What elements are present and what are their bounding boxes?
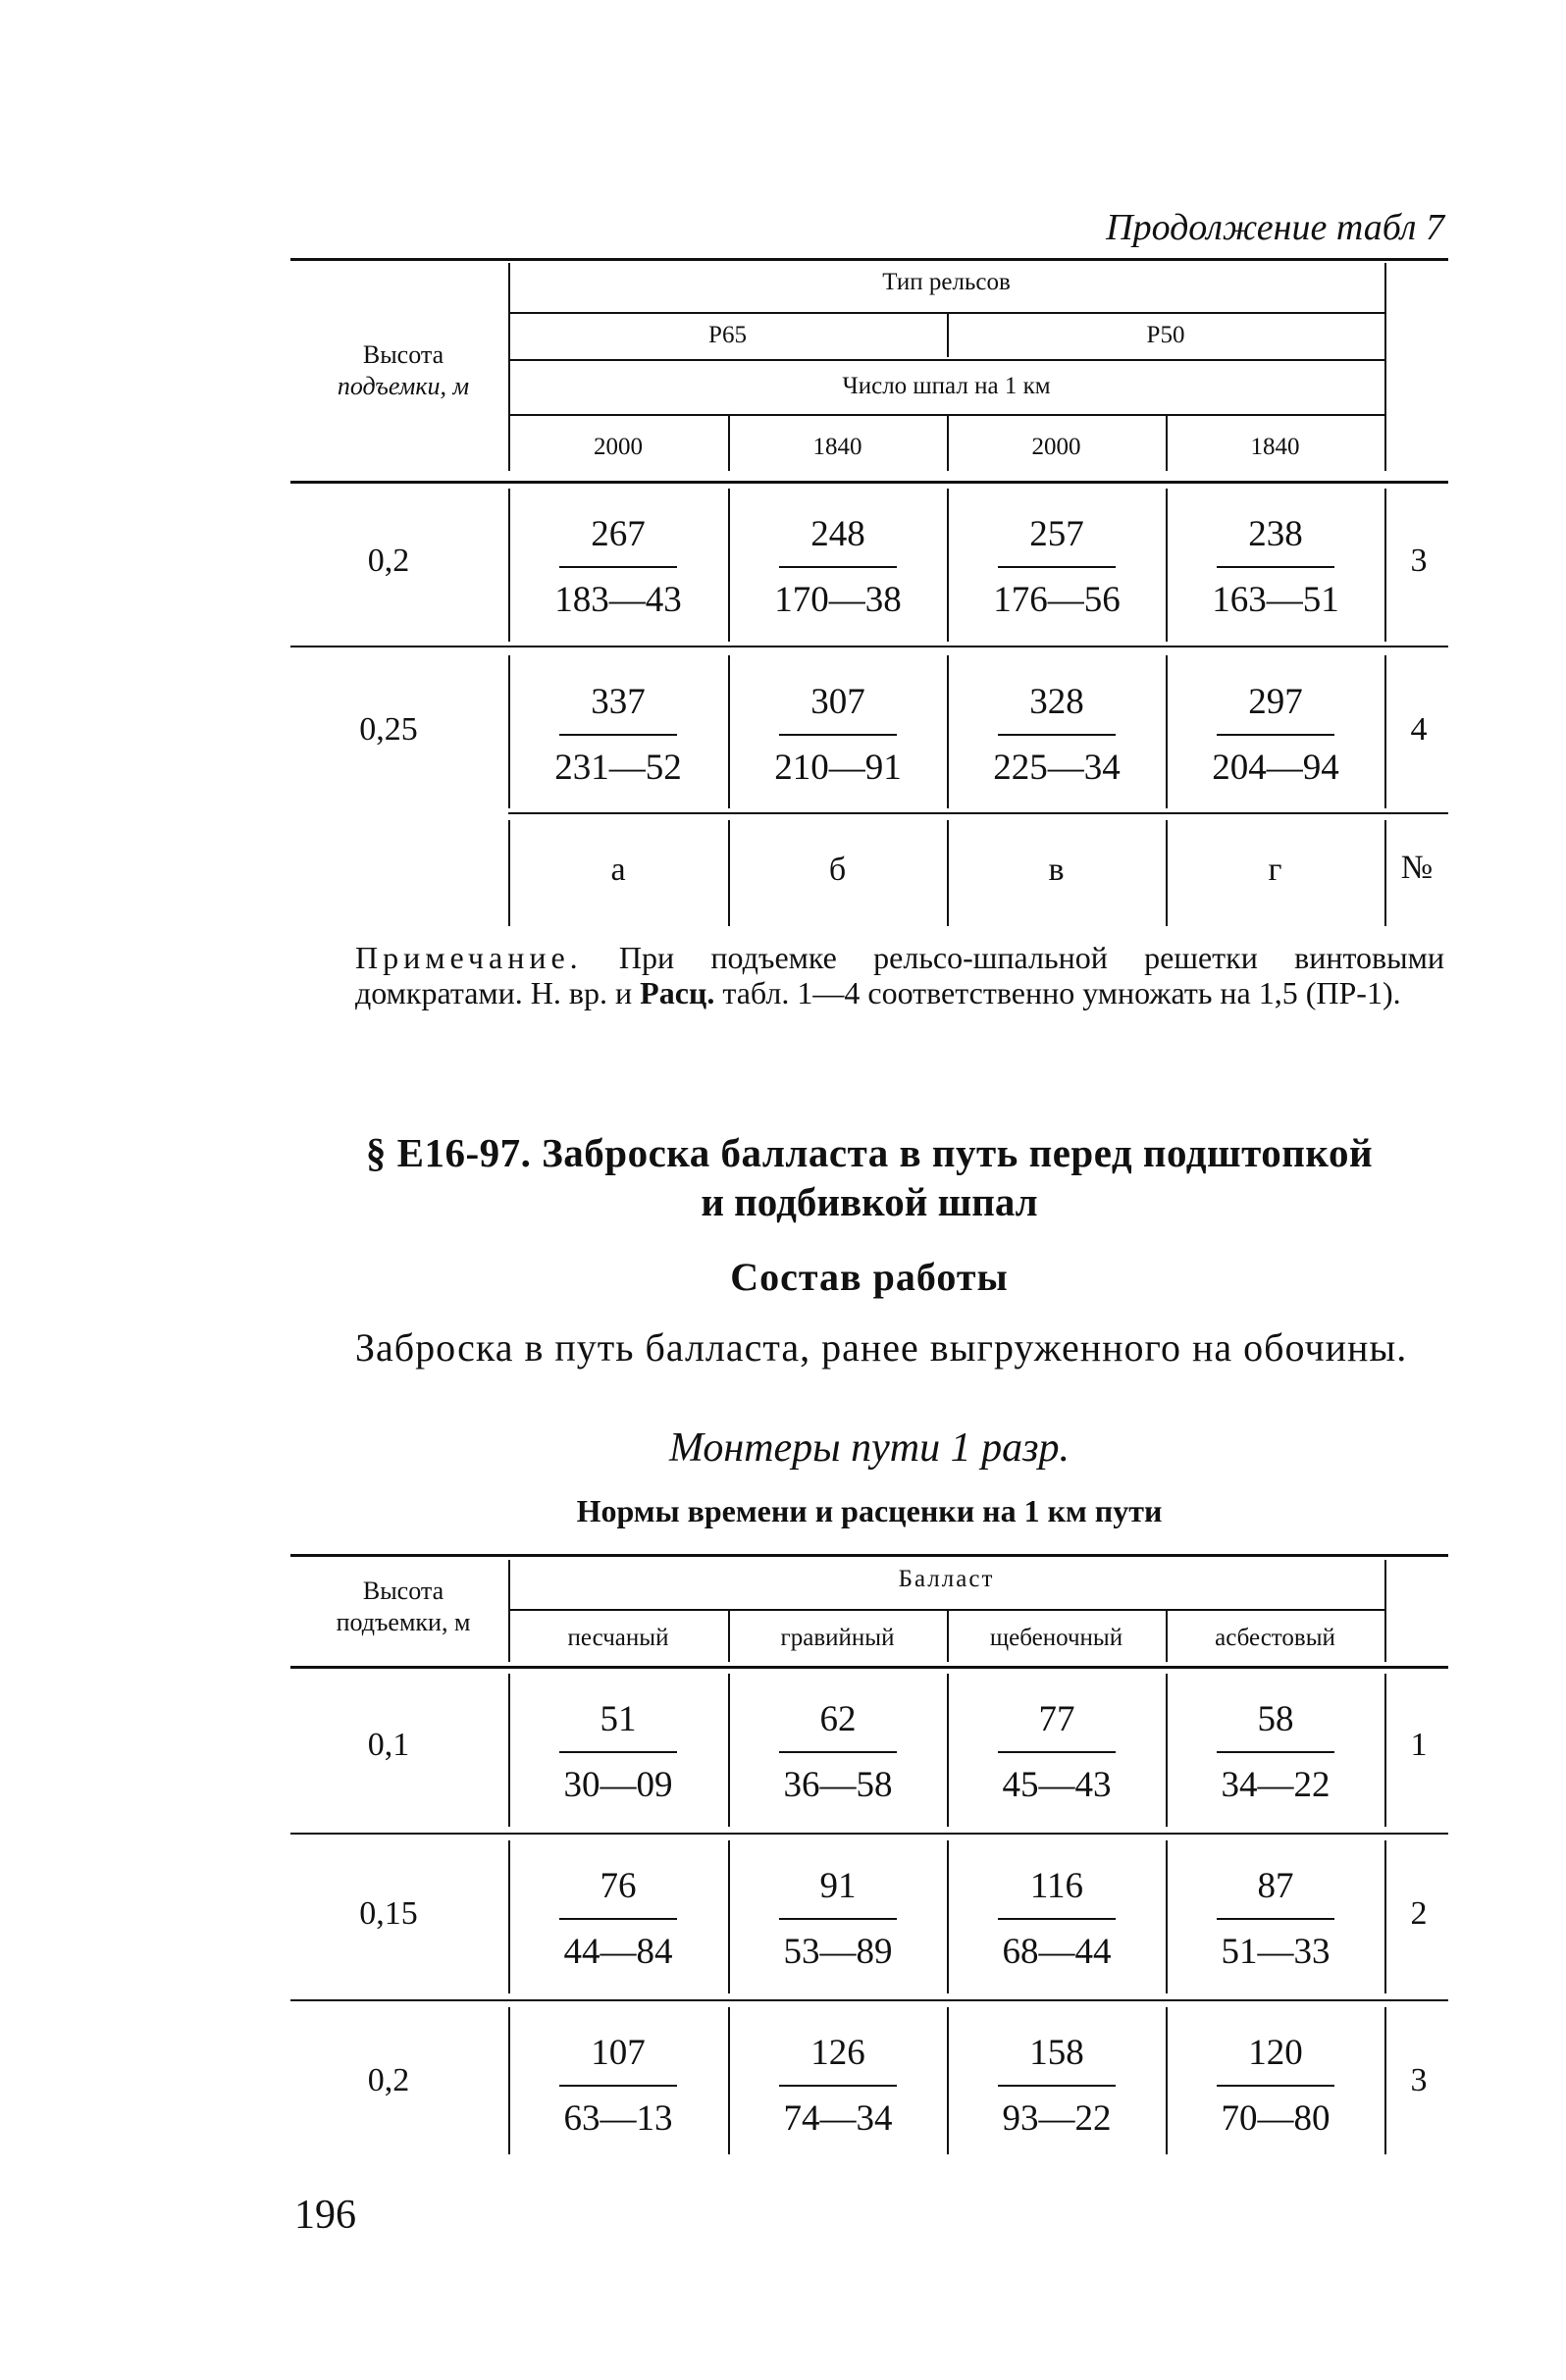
section-title-line2: и подбивкой шпал	[701, 1179, 1038, 1224]
row-number: 4	[1410, 711, 1428, 748]
row-header	[290, 1576, 516, 1638]
rail-type-r65: Р65	[708, 322, 747, 348]
value-cell: 337 231—52	[554, 682, 682, 788]
value-cell: 51 30—09	[549, 1701, 687, 1803]
value-cell: 91 53—89	[769, 1868, 907, 1970]
value-cell: 328 225—34	[993, 682, 1121, 788]
col-header-3: щебеночный	[989, 1625, 1123, 1651]
continuation-caption: Продолжение табл 7	[1106, 207, 1444, 248]
column-letter: в	[1048, 852, 1065, 888]
section-title-line1: § Е16-97. Заброска балласта в путь перед подштопкой	[365, 1130, 1374, 1175]
col-header-1: 2000	[594, 434, 643, 460]
table-caption: Нормы времени и расценки на 1 км пути	[576, 1493, 1163, 1528]
row-header-line1: Высота	[362, 340, 444, 369]
value-cell: 116 68—44	[988, 1868, 1125, 1970]
note-text-2: табл. 1—4 соответственно умножать на 1,5 (ПР-1).	[714, 975, 1401, 1010]
value-cell: 76 44—84	[549, 1868, 687, 1970]
value-cell: 158 93—22	[988, 2035, 1125, 2137]
row-header-line1: Высота	[362, 1577, 444, 1605]
value-cell: 126 74—34	[769, 2035, 907, 2137]
group-header: Тип рельсов	[882, 269, 1011, 295]
row-header-line2: подъемки, м	[337, 372, 470, 400]
note-bold: Расц.	[640, 975, 715, 1010]
col-header-4: асбестовый	[1215, 1625, 1335, 1651]
col-header-4: 1840	[1250, 434, 1300, 460]
row-label: 0,2	[367, 2062, 410, 2098]
row-header-line2: подъемки, м	[336, 1608, 471, 1636]
col-header-2: 1840	[812, 434, 862, 460]
value-cell: 120 70—80	[1207, 2035, 1344, 2137]
row-number: 3	[1410, 2062, 1428, 2098]
row-number: 1	[1410, 1727, 1428, 1763]
col-header-1: песчаный	[567, 1625, 669, 1651]
row-label: 0,1	[367, 1727, 410, 1763]
value-cell: 297 204—94	[1212, 682, 1339, 788]
rail-type-r50: Р50	[1146, 322, 1185, 348]
note-text: При подъемке рельсо-шпальной решетки винтовыми домкратами. Н. вр. и	[355, 940, 1444, 1010]
page-number: 196	[294, 2193, 356, 2238]
value-cell: 58 34—22	[1207, 1701, 1344, 1803]
value-cell: 307 210—91	[774, 682, 902, 788]
number-sign: №	[1400, 850, 1434, 886]
column-letter: г	[1268, 852, 1282, 888]
row-header	[290, 339, 516, 402]
row-label: 0,25	[359, 711, 418, 748]
sub-header: Число шпал на 1 км	[842, 373, 1051, 399]
row-label: 0,15	[359, 1895, 418, 1932]
row-number: 2	[1410, 1895, 1428, 1932]
section-title	[290, 1128, 1448, 1226]
value-cell: 257 176—56	[993, 514, 1121, 620]
value-cell: 107 63—13	[549, 2035, 687, 2137]
row-number: 3	[1410, 543, 1428, 579]
value-cell: 77 45—43	[988, 1701, 1125, 1803]
col-header-2: гравийный	[780, 1625, 895, 1651]
note-lead: Примечание.	[355, 940, 583, 975]
workers-line: Монтеры пути 1 разр.	[668, 1425, 1070, 1471]
section-subtitle: Состав работы	[730, 1255, 1009, 1299]
col-header-3: 2000	[1031, 434, 1081, 460]
section-body: Заброска в путь балласта, ранее выгруженного на обочины.	[355, 1325, 1408, 1370]
column-letter: б	[828, 852, 847, 888]
note	[355, 940, 1444, 1010]
value-cell: 267 183—43	[554, 514, 682, 620]
value-cell: 62 36—58	[769, 1701, 907, 1803]
row-label: 0,2	[367, 543, 410, 579]
value-cell: 87 51—33	[1207, 1868, 1344, 1970]
group-header: Балласт	[898, 1566, 995, 1592]
value-cell: 248 170—38	[774, 514, 902, 620]
value-cell: 238 163—51	[1212, 514, 1339, 620]
column-letter: а	[610, 852, 626, 888]
